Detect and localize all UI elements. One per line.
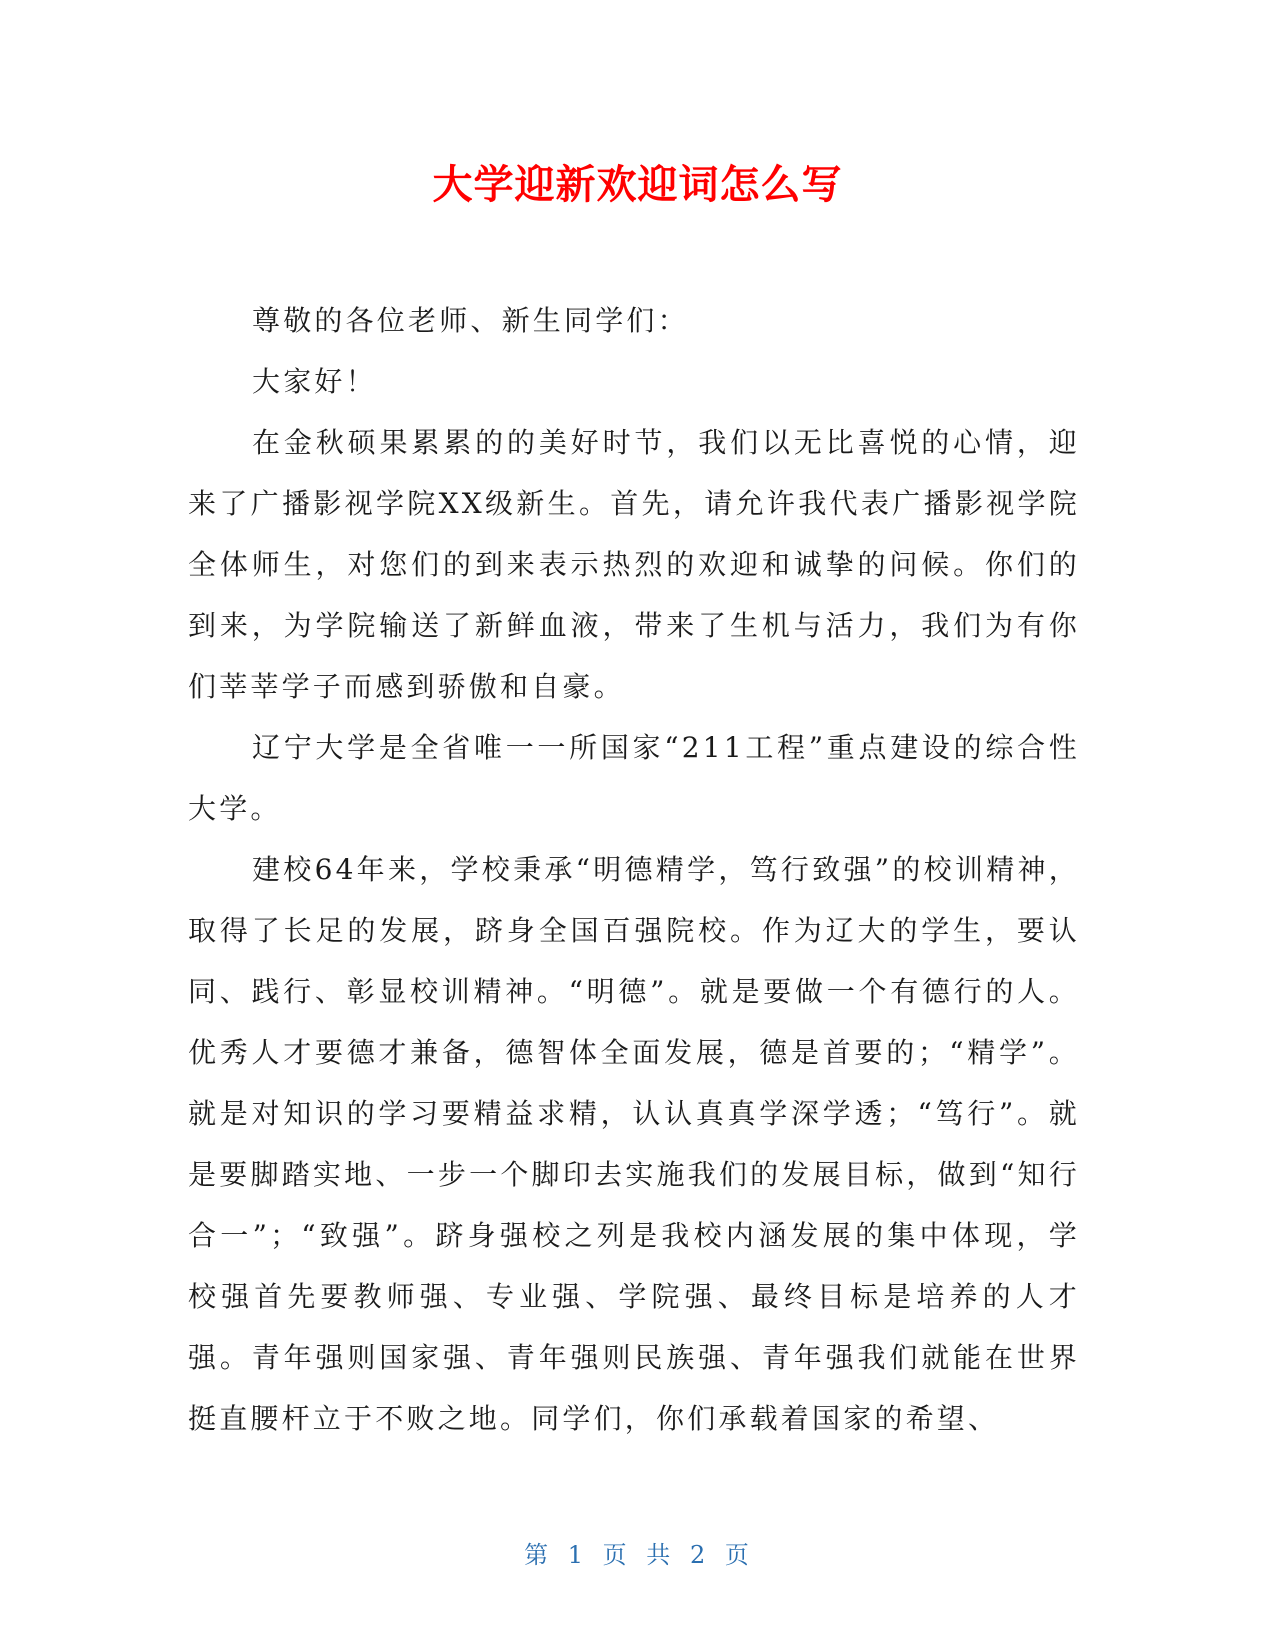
document-body	[188, 290, 1080, 1449]
document-title: 大学迎新欢迎词怎么写	[432, 162, 843, 208]
page-number-footer: 第 1 页 共 2 页	[524, 1541, 751, 1569]
paragraph-university-intro: 辽宁大学是全省唯一一所国家“211工程”重点建设的综合性大学。	[188, 731, 1080, 825]
paragraph-motto: 建校64年来，学校秉承“明德精学，笃行致强”的校训精神，取得了长足的发展，跻身全国百强院校。作为辽大的学生，要认同、践行、彰显校训精神。“明德”。就是要做一个有德行的人。优秀人才要德才兼备，德智体全面发展，德是首要的；“精学”。就是对知识的学习要精益求精，认认真真学深学透；“笃行”。就是要脚踏实地、一步一个脚印去实施我们的发展目标，做到“知行合一”；“致强”。跻身强校之列是我校内涵发展的集中体现，学校强首先要教师强、专业强、学院强、最终目标是培养的人才强。青年强则国家强、青年强则民族强、青年强我们就能在世界挺直腰杆立于不败之地。同学们，你们承载着国家的希望、	[188, 853, 1080, 1435]
greeting: 大家好！	[252, 365, 377, 398]
paragraph-welcome: 在金秋硕果累累的的美好时节，我们以无比喜悦的心情，迎来了广播影视学院XX级新生。首先，请允许我代表广播影视学院全体师生，对您们的到来表示热烈的欢迎和诚挚的问候。你们的到来，为学院输送了新鲜血液，带来了生机与活力，我们为有你们莘莘学子而感到骄傲和自豪。	[188, 426, 1080, 703]
salutation: 尊敬的各位老师、新生同学们：	[252, 304, 689, 337]
